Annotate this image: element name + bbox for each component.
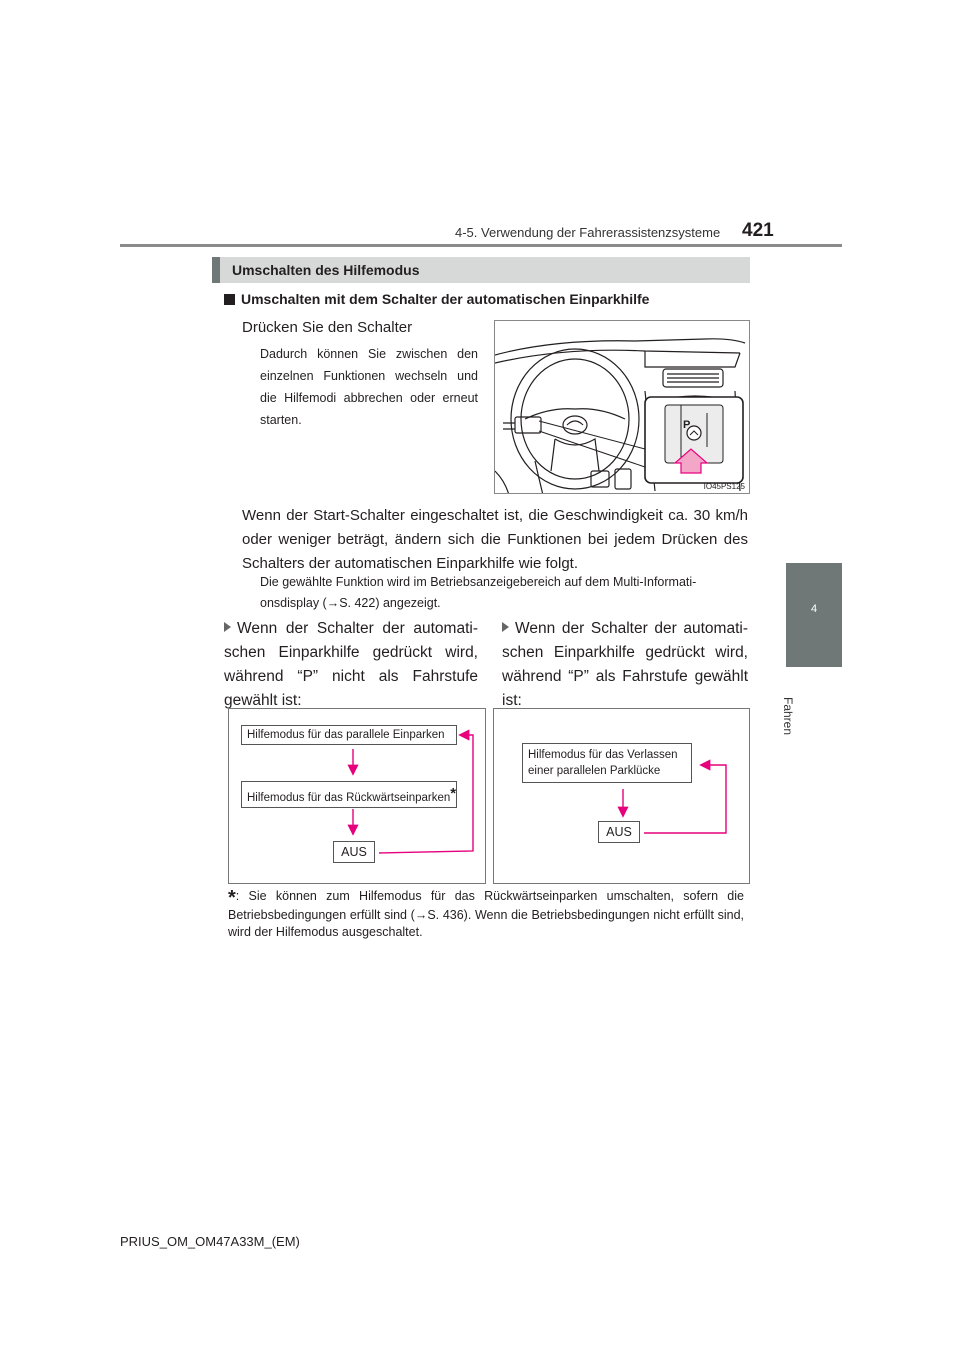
mode-box-reverse-parking-text: Hilfemodus für das Rückwärtseinparken — [247, 792, 451, 804]
display-note: Die gewählte Funktion wird im Betriebsanzeigebereich auf dem Multi-Informati-onsdisplay (→S. 422) angezeigt. — [260, 575, 697, 610]
case-not-p — [224, 617, 478, 713]
mode-box-exit-parallel-space — [522, 743, 692, 783]
mode-box-off-left: AUS — [333, 841, 375, 863]
subheading — [224, 291, 649, 307]
mode-cycle-diagram-not-p — [228, 708, 486, 884]
chapter-tab — [786, 563, 842, 667]
mode-box-reverse-parking — [241, 781, 457, 808]
step-instruction: Drücken Sie den Schalter — [242, 319, 413, 336]
footnote-marker: * — [450, 785, 457, 802]
description-paragraph: Wenn der Start-Schalter eingeschaltet ist, die Geschwindigkeit ca. 30 km/h oder weniger beträgt, ändern sich die Funktionen bei jedem Drücken des Schalters der automatischen Einparkhilfe wie folgt. — [242, 507, 748, 572]
case-p — [502, 617, 748, 713]
steering-wheel-switch-drawing — [495, 321, 750, 494]
illustration-code: IO45PS125 — [703, 482, 745, 491]
triangle-bullet-icon — [224, 622, 231, 632]
mode-box-parallel-parking: Hilfemodus für das parallele Einparken — [241, 725, 457, 745]
footnote — [228, 888, 744, 941]
page-number: 421 — [742, 220, 774, 241]
section-heading: Umschalten des Hilfemodus — [232, 262, 420, 278]
square-bullet-icon — [224, 294, 235, 305]
mode-box-off-right: AUS — [598, 821, 640, 843]
mode-cycle-diagram-p — [493, 708, 750, 884]
footnote-star: * — [228, 887, 236, 909]
section-heading-bar — [212, 257, 750, 283]
triangle-bullet-icon — [502, 622, 509, 632]
case-p-text: Wenn der Schalter der automati-schen Einparkhilfe gedrückt wird, während “P” als Fahrstufe gewählt ist: — [502, 620, 748, 709]
chapter-label: Fahren — [781, 697, 795, 736]
header-section-title: 4-5. Verwendung der Fahrerassistenzsysteme — [455, 225, 721, 240]
footnote-text: : Sie können zum Hilfemodus für das Rückwärtseinparken umschalten, sofern die Betriebsbedingungen erfüllt sind (→S. 436). Wenn die Betriebsbedingungen nicht erfüllt sind, wird der Hilfemodus ausgeschaltet. — [228, 889, 744, 939]
mode-box-exit-line2: einer parallelen Parklücke — [528, 765, 661, 777]
step-detail: Dadurch können Sie zwischen den einzelnen Funktionen wechseln und die Hilfemodi abbrechen oder erneut starten. — [260, 347, 478, 427]
manual-code: PRIUS_OM_OM47A33M_(EM) — [120, 1234, 300, 1249]
chapter-number: 4 — [810, 603, 818, 615]
case-not-p-text: Wenn der Schalter der automati-schen Einparkhilfe gedrückt wird, während “P” nicht als Fahrstufe gewählt ist: — [224, 620, 478, 709]
subheading-text: Umschalten mit dem Schalter der automatischen Einparkhilfe — [241, 291, 650, 307]
dashboard-illustration — [494, 320, 750, 494]
cycle-arrows-right — [494, 709, 751, 885]
mode-box-exit-line1: Hilfemodus für das Verlassen — [528, 749, 678, 761]
switch-label: P — [683, 419, 691, 431]
header-divider — [120, 244, 842, 247]
